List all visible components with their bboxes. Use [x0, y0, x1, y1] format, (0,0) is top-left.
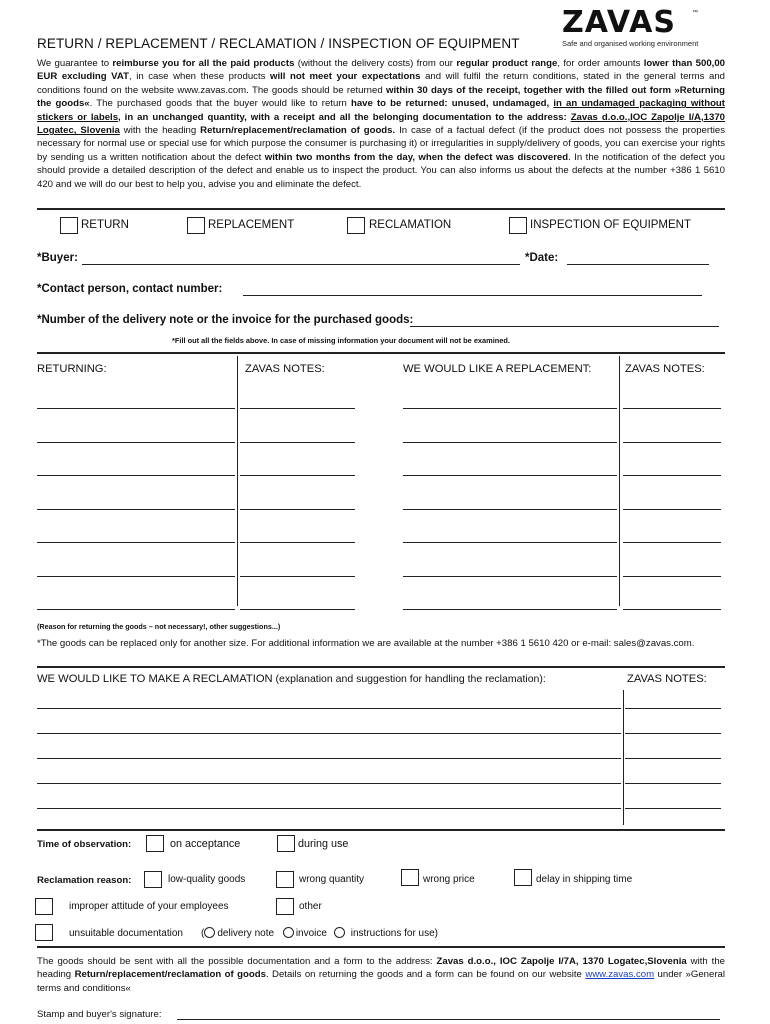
write-in-line[interactable]	[37, 442, 235, 443]
on-acceptance-checkbox[interactable]	[146, 835, 164, 852]
contact-label: *Contact person, contact number:	[37, 283, 223, 295]
logo-wordmark: ZAVAS	[562, 5, 676, 40]
fill-out-note: *Fill out all the fields above. In case of missing information your document will not be examined.	[172, 336, 510, 345]
write-in-line[interactable]	[403, 509, 617, 510]
write-in-line[interactable]	[240, 542, 355, 543]
wrong-quantity-checkbox[interactable]	[276, 871, 294, 888]
replacement-label: REPLACEMENT	[208, 219, 295, 231]
instructions-radio[interactable]	[334, 927, 345, 938]
divider	[37, 352, 725, 354]
buyer-label: *Buyer:	[37, 252, 78, 264]
on-acceptance-label: on acceptance	[170, 838, 241, 850]
write-in-line[interactable]	[403, 408, 617, 409]
return-label: RETURN	[81, 219, 129, 231]
delay-label: delay in shipping time	[536, 874, 633, 885]
write-in-line[interactable]	[625, 733, 721, 734]
write-in-line[interactable]	[37, 783, 621, 784]
divider	[37, 946, 725, 948]
write-in-line[interactable]	[403, 576, 617, 577]
write-in-line[interactable]	[37, 758, 621, 759]
returning-header: RETURNING:	[37, 363, 107, 375]
documentation-options: ( delivery note invoice instructions for use)	[201, 928, 439, 939]
wrong-price-label: wrong price	[423, 874, 475, 885]
wrong-price-checkbox[interactable]	[401, 869, 419, 886]
write-in-line[interactable]	[240, 509, 355, 510]
write-in-line[interactable]	[37, 509, 235, 510]
divider	[37, 666, 725, 668]
write-in-line[interactable]	[625, 708, 721, 709]
write-in-line[interactable]	[623, 408, 721, 409]
replacement-header: WE WOULD LIKE A REPLACEMENT:	[403, 363, 592, 375]
unsuitable-documentation-label: unsuitable documentation	[69, 928, 183, 939]
zavas-notes-header-2: ZAVAS NOTES:	[625, 363, 705, 375]
zavas-notes-header: ZAVAS NOTES:	[245, 363, 325, 375]
write-in-line[interactable]	[623, 576, 721, 577]
write-in-line[interactable]	[240, 442, 355, 443]
low-quality-checkbox[interactable]	[144, 871, 162, 888]
buyer-field[interactable]	[82, 264, 520, 265]
return-checkbox[interactable]	[60, 217, 78, 234]
write-in-line[interactable]	[37, 708, 621, 709]
write-in-line[interactable]	[623, 609, 721, 610]
write-in-line[interactable]	[240, 475, 355, 476]
replacement-checkbox[interactable]	[187, 217, 205, 234]
signature-label: Stamp and buyer's signature:	[37, 1009, 162, 1020]
footer-paragraph: The goods should be sent with all the possible documentation and a form to the address: Zavas d.o.o., IOC Zapolje I/7A, 1370 Logatec,Slovenia with the heading Return/replacement/reclamation of goods. Details on returning the goods and a form can be found on our website www.zavas.com under »General terms and conditions«	[37, 956, 726, 994]
invoice-radio[interactable]	[283, 927, 294, 938]
divider	[37, 208, 725, 210]
write-in-line[interactable]	[623, 442, 721, 443]
write-in-line[interactable]	[625, 758, 721, 759]
column-divider	[237, 356, 238, 606]
write-in-line[interactable]	[37, 408, 235, 409]
date-field[interactable]	[567, 264, 709, 265]
write-in-line[interactable]	[37, 576, 235, 577]
write-in-line[interactable]	[403, 475, 617, 476]
signature-field[interactable]	[177, 1019, 720, 1020]
divider	[37, 829, 725, 831]
delay-checkbox[interactable]	[514, 869, 532, 886]
wrong-quantity-label: wrong quantity	[299, 874, 365, 885]
write-in-line[interactable]	[403, 609, 617, 610]
write-in-line[interactable]	[37, 808, 621, 809]
attitude-checkbox[interactable]	[35, 898, 53, 915]
contact-field[interactable]	[243, 295, 702, 296]
inspection-label: INSPECTION OF EQUIPMENT	[530, 219, 692, 231]
inspection-checkbox[interactable]	[509, 217, 527, 234]
other-checkbox[interactable]	[276, 898, 294, 915]
write-in-line[interactable]	[403, 442, 617, 443]
intro-paragraph: We guarantee to reimburse you for all the paid products (without the delivery costs) from our regular product range, for order amounts lower than 500,00 EUR excluding VAT, in case when these products will not meet your expectations and will fulfil the return conditions, stated in the general terms and conditions found on the website www.zavas.com. The goods should be returned within 30 days of the receipt, together with the filled out form »Returning the goods«. The purchased goods that the buyer would like to return have to be returned: unused, undamaged, in an undamaged packaging without stickers or labels, in an unchanged quantity, with a receipt and all the belonging documentation to the address: Zavas d.o.o.,IOC Zapolje I/A,1370 Logatec, Slovenia with the heading Return/replacement/reclamation of goods. In case of a factual defect (if the product does not possess the properties necessary for normal use or special use for which purpose the consumer is purchasing it) or irregularities in supply/delivery of goods, you can exercise your rights by sending us a written notification about the defect within two months from the day, when the defect was discovered. In the notification of the defect you should provide a detailed description of the defect and enable us to inspect the product. You can also informs us about the defects at the number +386 1 5610 420 and we will do our best to help you, advise you and eliminate the defect.	[37, 58, 726, 190]
unsuitable-documentation-checkbox[interactable]	[35, 924, 53, 941]
delivery-note-field[interactable]	[410, 326, 719, 327]
write-in-line[interactable]	[623, 542, 721, 543]
reclamation-header: WE WOULD LIKE TO MAKE A RECLAMATION (explanation and suggestion for handling the reclamation):	[37, 673, 546, 685]
during-use-checkbox[interactable]	[277, 835, 295, 852]
during-use-label: during use	[298, 838, 349, 850]
write-in-line[interactable]	[625, 783, 721, 784]
delivery-note-radio[interactable]	[204, 927, 215, 938]
low-quality-label: low-quality goods	[168, 874, 246, 885]
logo-tagline: Safe and organised working environment	[562, 39, 699, 48]
write-in-line[interactable]	[623, 509, 721, 510]
other-label: other	[299, 901, 322, 912]
date-label: *Date:	[525, 252, 559, 264]
write-in-line[interactable]	[240, 576, 355, 577]
write-in-line[interactable]	[240, 609, 355, 610]
write-in-line[interactable]	[37, 609, 235, 610]
reclamation-zavas-notes-header: ZAVAS NOTES:	[627, 673, 707, 685]
write-in-line[interactable]	[37, 733, 621, 734]
reclamation-reason-label: Reclamation reason:	[37, 875, 132, 886]
reclamation-label: RECLAMATION	[369, 219, 452, 231]
write-in-line[interactable]	[37, 542, 235, 543]
write-in-line[interactable]	[37, 475, 235, 476]
write-in-line[interactable]	[240, 408, 355, 409]
write-in-line[interactable]	[625, 808, 721, 809]
website-link[interactable]: www.zavas.com	[585, 969, 655, 981]
page-title: RETURN / REPLACEMENT / RECLAMATION / INSPECTION OF EQUIPMENT	[37, 36, 520, 51]
column-divider	[619, 356, 620, 606]
reclamation-checkbox[interactable]	[347, 217, 365, 234]
observation-label: Time of observation:	[37, 839, 132, 850]
column-divider	[623, 690, 624, 825]
zavas-logo	[562, 6, 722, 48]
reason-note: (Reason for returning the goods – not necessary!, other suggestions...)	[37, 622, 281, 631]
logo-trademark: ™	[692, 10, 698, 16]
write-in-line[interactable]	[623, 475, 721, 476]
write-in-line[interactable]	[403, 542, 617, 543]
attitude-label: improper attitude of your employees	[69, 901, 229, 912]
delivery-note-label: *Number of the delivery note or the invoice for the purchased goods:	[37, 314, 414, 326]
replacement-note: *The goods can be replaced only for another size. For additional information we are available at the number +386 1 5610 420 or e-mail: sales@zavas.com.	[37, 638, 695, 649]
